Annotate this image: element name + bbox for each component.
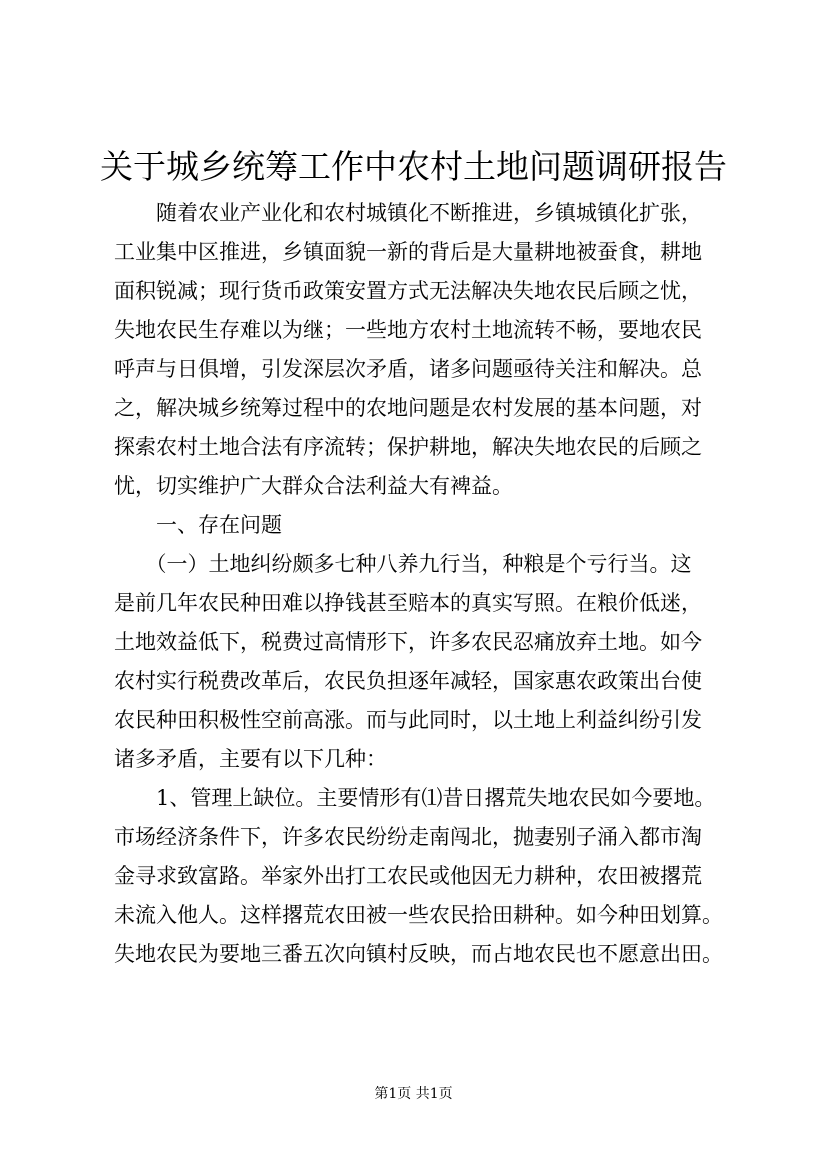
document-body <box>114 194 744 974</box>
body-line: （一）土地纠纷颇多七种八养九行当，种粮是个亏行当。这 <box>114 552 692 576</box>
body-line: 失地农民生存难以为继；一些地方农村土地流转不畅，要地农民 <box>114 318 702 342</box>
body-line: 市场经济条件下，许多农民纷纷走南闯北，抛妻别子涌入都市淘 <box>114 825 702 849</box>
body-line: 农村实行税费改革后，农民负担逐年减轻，国家惠农政策出台使 <box>114 669 702 693</box>
body-line: 诸多矛盾，主要有以下几种： <box>114 747 387 771</box>
document-title: 关于城乡统筹工作中农村土地问题调研报告 <box>100 147 727 186</box>
body-line: 1、管理上缺位。主要情形有⑴昔日撂荒失地农民如今要地。 <box>114 786 716 810</box>
body-line: 金寻求致富路。举家外出打工农民或他因无力耕种，农田被撂荒 <box>114 864 702 888</box>
body-line: 工业集中区推进，乡镇面貌一新的背后是大量耕地被蚕食，耕地 <box>114 240 702 264</box>
body-line: 是前几年农民种田难以挣钱甚至赔本的真实写照。在粮价低迷， <box>114 591 702 615</box>
body-line: 之，解决城乡统筹过程中的农地问题是农村发展的基本问题，对 <box>114 396 702 420</box>
section-heading: 一、存在问题 <box>114 513 282 537</box>
page-number-footer: 第1页 共1页 <box>374 1086 453 1102</box>
body-line: 呼声与日俱增，引发深层次矛盾，诸多问题亟待关注和解决。总 <box>114 357 702 381</box>
body-line: 农民种田积极性空前高涨。而与此同时，以土地上利益纠纷引发 <box>114 708 702 732</box>
body-line: 土地效益低下，税费过高情形下，许多农民忍痛放弃土地。如今 <box>114 630 702 654</box>
body-line: 随着农业产业化和农村城镇化不断推进，乡镇城镇化扩张， <box>114 201 702 225</box>
body-line: 未流入他人。这样撂荒农田被一些农民拾田耕种。如今种田划算。 <box>114 903 723 927</box>
body-line: 失地农民为要地三番五次向镇村反映，而占地农民也不愿意出田。 <box>114 942 723 966</box>
body-line: 忧，切实维护广大群众合法利益大有裨益。 <box>114 474 513 498</box>
body-line: 探索农村土地合法有序流转；保护耕地，解决失地农民的后顾之 <box>114 435 702 459</box>
body-line: 面积锐减；现行货币政策安置方式无法解决失地农民后顾之忧， <box>114 279 702 303</box>
